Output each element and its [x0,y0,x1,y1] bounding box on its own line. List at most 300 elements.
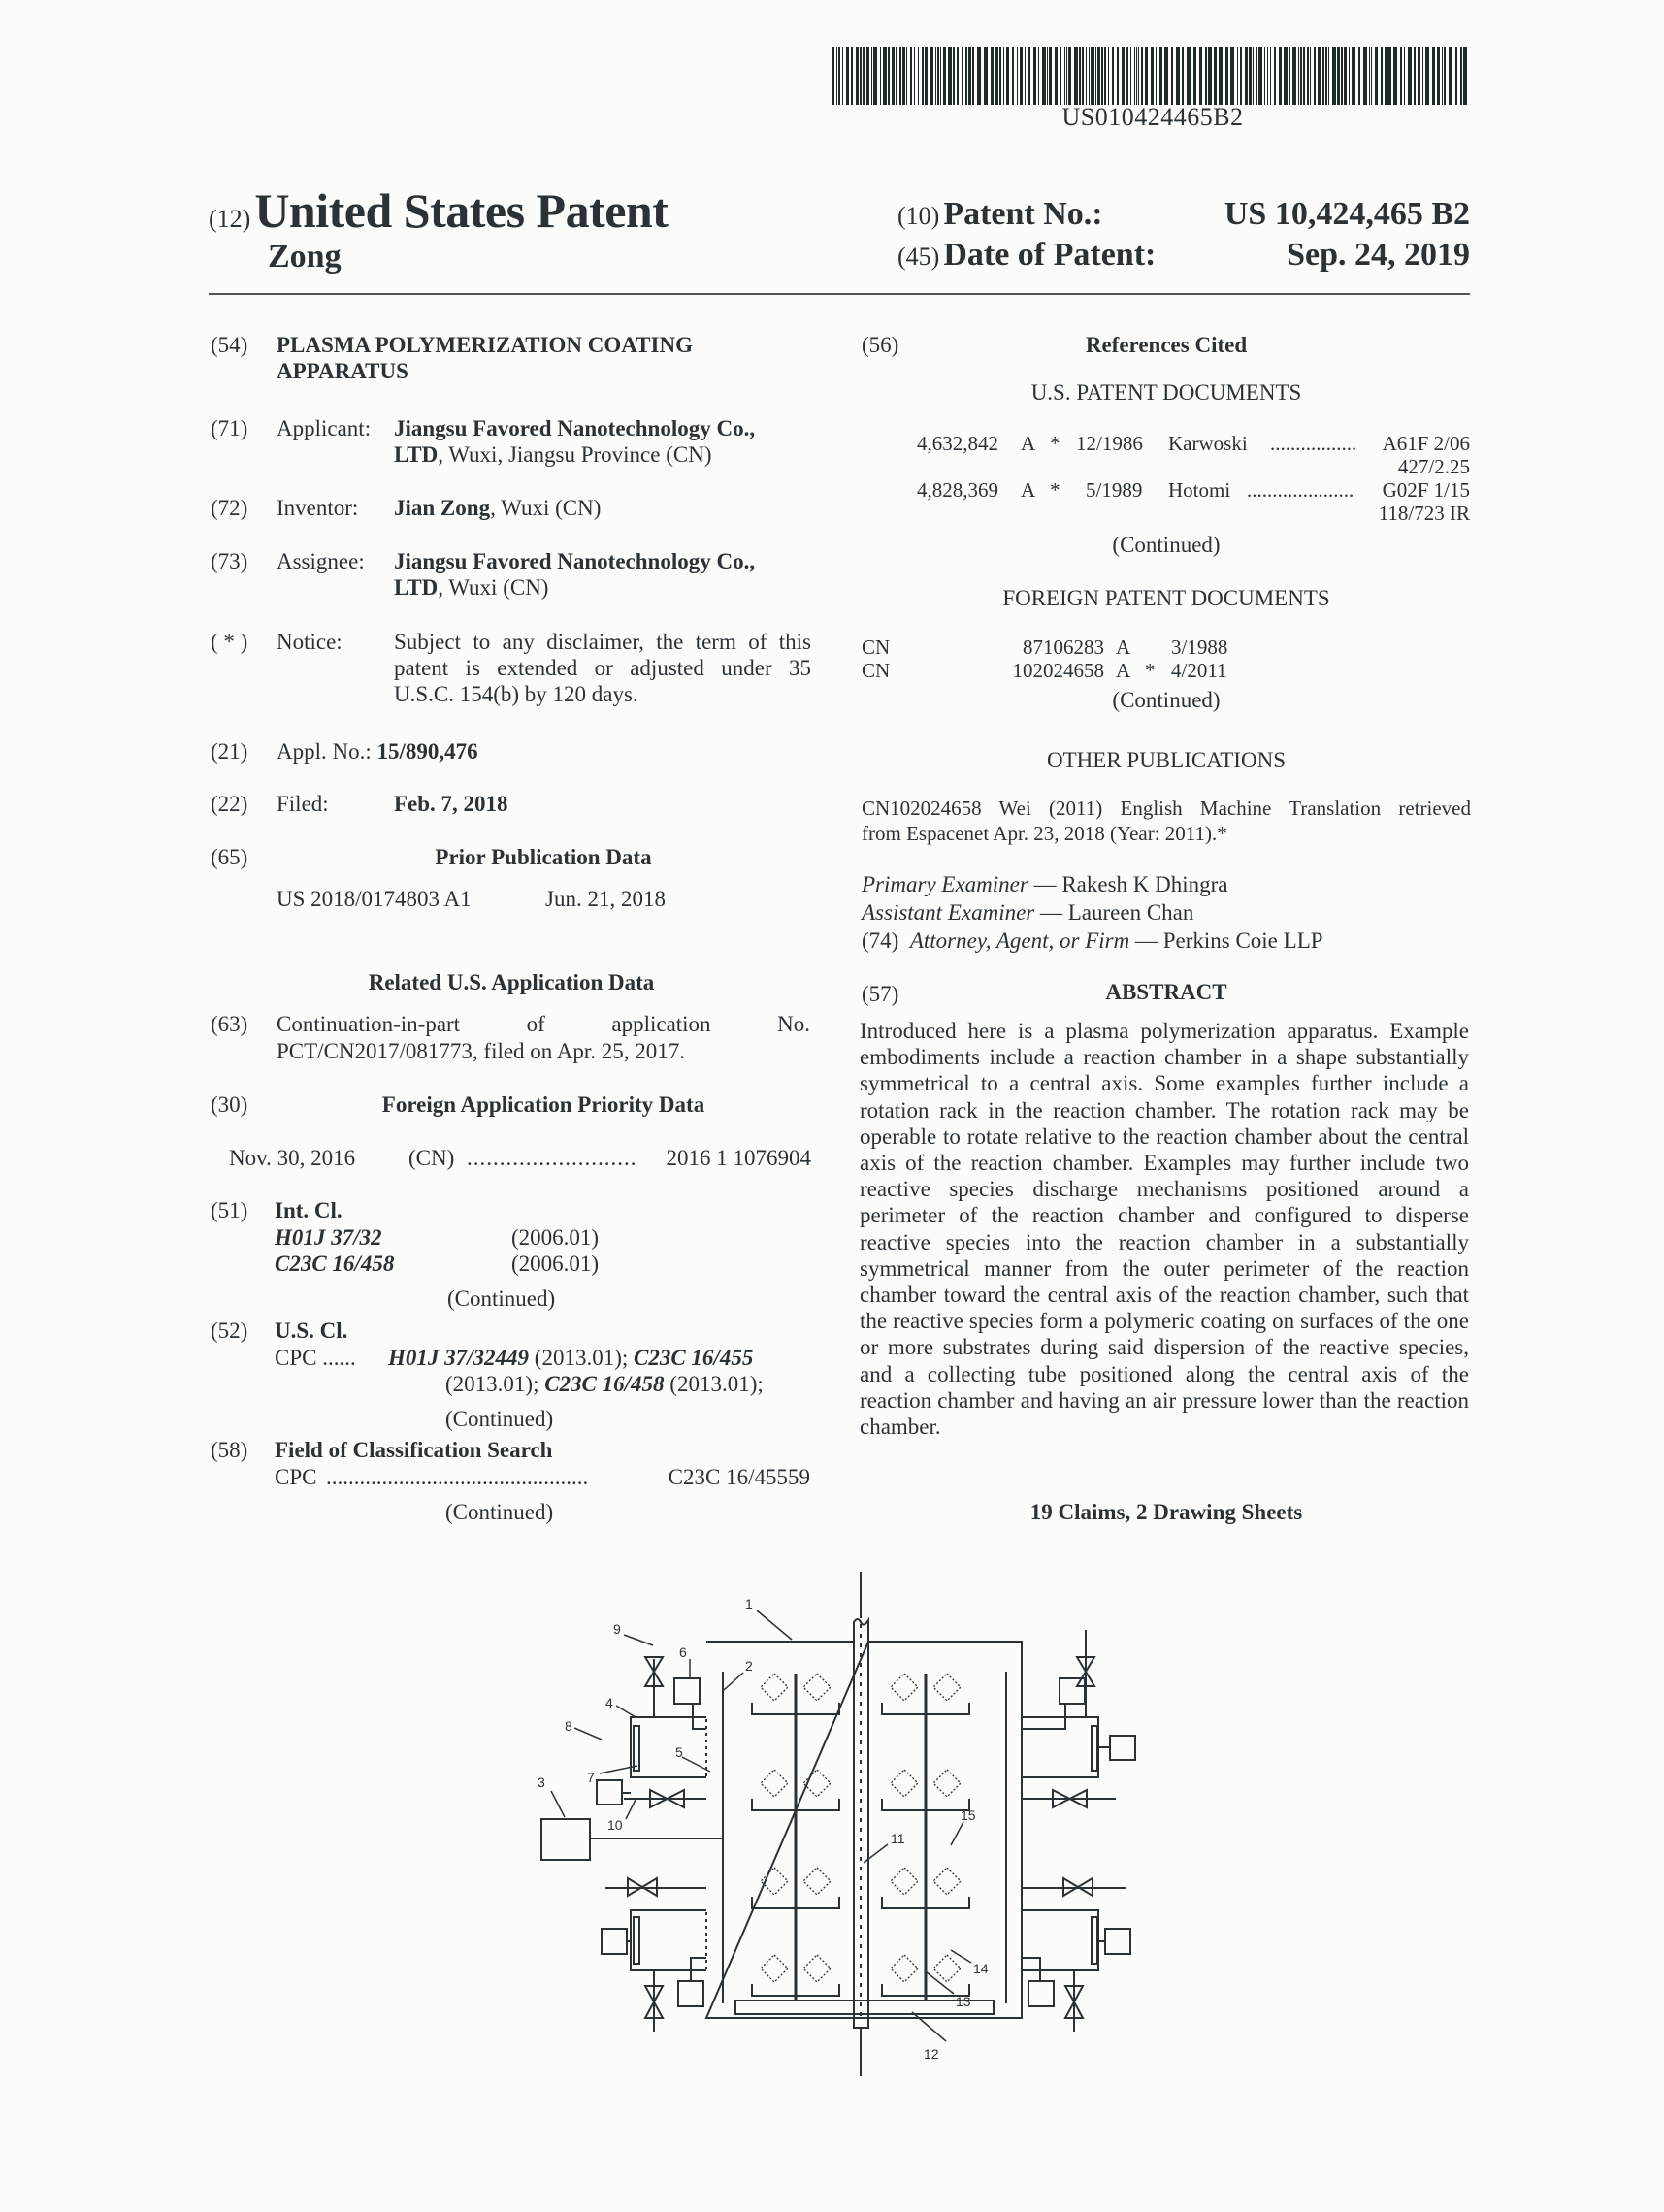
cpc-version: (2013.01); [534,1346,629,1370]
barcode-bar [892,47,895,105]
barcode-bar [1298,47,1299,105]
barcode-bar [1258,47,1262,105]
patent-no-code: (10) [897,202,940,230]
barcode-bar [1086,47,1087,105]
field-code: (63) [211,1012,248,1036]
barcode-bar [1393,47,1397,105]
barcode-bar [937,47,939,105]
barcode-bar [940,47,941,105]
barcode-bar [883,47,887,105]
barcode-bar [1381,47,1383,105]
claims-summary: 19 Claims, 2 Drawing Sheets [1029,1500,1303,1524]
ref-label-15: 15 [961,1807,976,1823]
barcode-bar [896,47,897,105]
barcode-bar [1444,47,1446,105]
filed-label: Filed: [277,792,329,816]
field-code: (72) [211,496,248,520]
applicant-location: , Wuxi, Jiangsu Province (CN) [438,442,712,467]
barcode-bar [1432,47,1435,105]
us-doc-row [917,478,1470,525]
date-code: (45) [897,243,940,271]
int-cl-entry [275,1251,394,1277]
ref-label-13: 13 [956,1994,971,2009]
assignee-label: Assignee: [277,549,365,573]
date-label: Date of Patent: [943,237,1157,273]
ref-label-3: 3 [538,1774,545,1790]
barcode-bar [871,47,872,105]
barcode-bar [1199,47,1202,105]
barcode-bar [1060,47,1061,105]
barcode-bar [1352,47,1355,105]
barcode-bar [1332,47,1336,105]
field-search-row [275,1464,810,1490]
int-cl-version: (2006.01) [511,1225,600,1250]
substrate [891,1868,918,1895]
barcode-bar [1104,47,1106,105]
barcode-bar [1337,47,1340,105]
barcode-bar [1145,47,1148,105]
barcode-bar [866,47,869,105]
ref-label-6: 6 [679,1644,687,1660]
barcode-bar [918,47,919,105]
barcode-number: US010424465B2 [1061,103,1244,131]
barcode-bar [846,47,849,105]
barcode-bar [1264,47,1265,105]
foreign-docs-heading: FOREIGN PATENT DOCUMENTS [1002,586,1330,610]
barcode-bar [1028,47,1030,105]
barcode-bar [1006,47,1009,105]
barcode-bar [1310,47,1311,105]
related-line2: PCT/CN2017/081773, filed on Apr. 25, 2017. [277,1039,686,1063]
barcode-bar [995,47,998,105]
doc-class: G02F 1/15 [1382,478,1470,502]
ref-label-2: 2 [745,1658,753,1674]
barcode-bar [1208,47,1212,105]
discharge-left-bottom [602,1878,706,2032]
ref-label-12: 12 [924,2046,939,2062]
barcode-bar [836,47,837,105]
barcode-bar [1303,47,1305,105]
leader-dots: .......................... [467,1146,637,1170]
barcode-bar [1049,47,1052,105]
references-heading: References Cited [1085,333,1248,357]
barcode-bar [1136,47,1137,105]
barcode-bar [1138,47,1139,105]
barcode-bar [1284,47,1288,105]
barcode-bar [1159,47,1162,105]
barcode-bar [1176,47,1180,105]
barcode-bar [899,47,901,105]
barcode-bar [1270,47,1271,105]
leader-dots: ............................................... [326,1465,589,1489]
applicant-label: Applicant: [277,416,372,440]
abstract-heading: ABSTRACT [1105,980,1227,1004]
barcode-bar [922,47,924,105]
barcode-bar [1249,47,1252,105]
barcode-bar [842,47,843,105]
doc-star: * [1050,432,1060,455]
kind-code: (12) [209,205,251,233]
barcode-bar [1091,47,1094,105]
field-code: (57) [862,982,899,1006]
applicant-name: Jiangsu Favored Nanotechnology Co., [394,416,756,440]
barcode-bar [1322,47,1324,105]
barcode-bar [1318,47,1321,105]
related-word: application [611,1012,711,1036]
barcode-bar [943,47,946,105]
doc-class2: 427/2.25 [1397,455,1470,478]
barcode-bar [1101,47,1103,105]
substrate [891,1674,918,1701]
doc-number: 102024658 [1012,659,1104,682]
prior-pub-number: US 2018/0174803 A1 [277,887,472,911]
primary-examiner [862,871,1228,897]
doc-date: 5/1989 [1086,478,1143,502]
substrate [891,1770,918,1797]
barcode-bar [838,47,840,105]
notice-text [394,629,811,707]
barcode-bar [1193,47,1196,105]
barcode-bar [1171,47,1173,105]
barcode-bar [1012,47,1014,105]
barcode-bar [930,47,933,105]
us-cl-line1 [275,1345,810,1371]
barcode-bar [1279,47,1282,105]
field-code: (74) [862,928,899,953]
barcode-bar [1038,47,1039,105]
foreign-priority-row [229,1145,811,1171]
ref-label-11: 11 [891,1831,905,1846]
barcode-bar [1256,47,1257,105]
leader-dots: ..................... [1247,478,1354,502]
patent-drawing [524,1562,1145,2086]
barcode-bar [1314,47,1316,105]
int-cl-code: C23C 16/458 [275,1252,395,1276]
doc-date: 12/1986 [1076,432,1143,455]
foreign-doc-row [862,635,1471,659]
field-code: (56) [862,333,899,357]
barcode-bar [856,47,859,105]
barcode-bar [1274,47,1276,105]
barcode-bar [1230,47,1234,105]
barcode-bar [902,47,905,105]
barcode-bar [1064,47,1065,105]
barcode-bar [1108,47,1109,105]
inventor-value [394,495,601,521]
doc-kind: A [1021,432,1036,455]
barcode-bar [968,47,971,105]
related-word: Continuation-in-part [277,1012,461,1036]
substrate [761,1674,788,1701]
patent-number-row [897,196,1470,233]
abstract-text: Introduced here is a plasma polymerization apparatus. Example embodiments include a reaction chamber in a shape substantially symmetrical to a central axis. Some examples further include a rotation rack in the reaction chamber. The rotation rack may be operable to rotate relative to the reaction chamber about the central axis of the reaction chamber. Examples may further include two reactive species discharge mechanisms positioned around a perimeter of the reaction chamber and configured to disperse reactive species into the reaction chamber in a substantially symmetrical manner from the outer perimeter of the reaction chamber toward the central axis of the reaction chamber, such that the reactive species form a polymeric coating on surfaces of the one or more substrates during said dispersion of the reactive species, and a collecting tube positioned along the central axis of the reaction chamber and having an air pressure lower than the reaction chamber. [860,1019,1469,1440]
barcode-bar [1225,47,1228,105]
applicant-value [394,415,755,468]
barcode-bar [1017,47,1018,105]
discharge-right-bottom [1022,1878,1130,2032]
field-code: (30) [211,1092,248,1117]
prior-pub-heading: Prior Publication Data [435,845,652,869]
barcode-bar [1020,47,1023,105]
appl-label: Appl. No.: [277,739,372,764]
barcode-bar [1112,47,1114,105]
patent-date-row [897,237,1470,274]
ref-label-14: 14 [973,1961,989,1976]
doc-kind: A [1021,478,1036,502]
ref-label-8: 8 [565,1718,572,1734]
substrate [803,1955,831,1982]
barcode-bar [1187,47,1191,105]
assistant-examiner-label: Assistant Examiner [862,900,1035,925]
barcode-bar [925,47,928,105]
doc-star: * [1145,659,1156,682]
int-cl-code: H01J 37/32 [275,1225,382,1250]
inventor-name: Jian Zong [394,496,491,520]
barcode-bar [1068,47,1071,105]
barcode-bar [1267,47,1268,105]
cpc-code: C23C 16/458 [544,1372,665,1396]
ref-label-1: 1 [745,1596,753,1611]
applicant-name-suffix: LTD [394,442,439,467]
discharge-right-top [1022,1630,1135,1807]
barcode-bar [1449,47,1452,105]
barcode-bar [1182,47,1184,105]
barcode-bar [851,47,853,105]
assignee-value [394,548,755,601]
barcode-bar [1151,47,1154,105]
field-code: (51) [211,1198,248,1222]
notice-line: U.S.C. 154(b) by 120 days. [394,682,638,706]
barcode-bar [1328,47,1329,105]
inventor-short: Zong [268,239,342,275]
attorney-label: Attorney, Agent, or Firm [909,928,1130,953]
barcode-bar [991,47,994,105]
ref-label-7: 7 [587,1770,595,1785]
barcode-bar [1074,47,1078,105]
barcode-bar [832,47,834,105]
continued-note: (Continued) [1112,533,1221,557]
barcode-bar [1205,47,1207,105]
notice-line: Subject to any disclaimer, the term of this [394,630,811,654]
barcode-bar [1363,47,1367,105]
barcode-bar [1240,47,1242,105]
barcode-bar [965,47,967,105]
cpc-label: CPC [275,1465,317,1489]
doc-country: CN [862,659,891,682]
barcode-bar [1095,47,1096,105]
leader-dots: ...... [322,1346,356,1370]
doc-date: 4/2011 [1171,659,1227,682]
discharge-left-top [597,1657,706,1807]
barcode-bar [1300,47,1302,105]
doc-name: Karwoski [1168,432,1248,455]
barcode-bar [1134,47,1135,105]
barcode-bar [1460,47,1462,105]
cpc-code: C23C 16/455 [634,1346,754,1370]
barcode-bar [1097,47,1100,105]
notice-label: Notice: [277,630,343,654]
barcode-bar [1369,47,1370,105]
patent-date: Sep. 24, 2019 [1287,237,1470,273]
ref-label-10: 10 [607,1817,623,1833]
substrate [803,1868,831,1895]
barcode-bar [1237,47,1238,105]
barcode-bar [1325,47,1327,105]
doc-class2: 118/723 IR [1378,502,1470,525]
barcode-bar [1245,47,1248,105]
barcode-bar [948,47,952,105]
doc-number: 4,828,369 [917,478,998,502]
foreign-doc-row [862,659,1471,682]
field-code: ( * ) [211,630,248,654]
int-cl-entry [275,1224,382,1251]
cpc-label: CPC [275,1346,317,1370]
barcode-icon [832,47,1473,105]
barcode-bar [1387,47,1391,105]
power-supply [541,1819,723,1860]
barcode-bar [999,47,1001,105]
barcode-bar [1307,47,1309,105]
notice-line: patent is extended or adjusted under 35 [394,656,811,680]
doc-number: 87106283 [1023,635,1104,659]
barcode-bar [935,47,936,105]
priority-country: (CN) [408,1146,455,1170]
other-pubs-heading: OTHER PUBLICATIONS [1047,748,1286,772]
us-doc-row [917,432,1470,478]
doc-kind: A [1116,659,1131,682]
substrate [933,1674,961,1701]
barcode-bar [1025,47,1026,105]
invention-title [277,332,693,384]
int-cl-version: (2006.01) [511,1252,600,1276]
barcode-bar [1349,47,1350,105]
barcode-bar [1437,47,1440,105]
ref-label-4: 4 [605,1695,613,1710]
foreign-priority-heading: Foreign Application Priority Data [381,1092,705,1117]
barcode-bar [880,47,881,105]
doc-country: CN [862,635,891,659]
barcode-bar [953,47,955,105]
barcode-bar [972,47,974,105]
barcode-bar [1130,47,1131,105]
related-line1 [277,1011,810,1037]
inventor-location: , Wuxi (CN) [490,496,602,520]
barcode-bar [910,47,912,105]
barcode-bar [1463,47,1467,105]
barcode-bar [1164,47,1168,105]
filed-date: Feb. 7, 2018 [394,792,508,816]
appl-number: 15/890,476 [376,739,478,764]
barcode-bar [1414,47,1416,105]
barcode-bar [1292,47,1296,105]
barcode-bar [888,47,890,105]
barcode-bar [1442,47,1443,105]
barcode-bar [1375,47,1378,105]
field-code: (73) [211,549,248,573]
barcode-bar [1289,47,1290,105]
doc-number: 4,632,842 [917,432,998,455]
barcode-bar [957,47,959,105]
related-word: of [526,1012,545,1036]
cpc-version: (2013.01); [669,1372,764,1396]
priority-date: Nov. 30, 2016 [229,1146,356,1170]
barcode-bar [1003,47,1004,105]
barcode-bar [873,47,877,105]
barcode-bar [1082,47,1084,105]
related-heading: Related U.S. Application Data [368,970,655,994]
header-divider [209,293,1470,295]
continued-note: (Continued) [1112,688,1221,712]
other-pubs-text [862,796,1471,846]
us-docs-heading: U.S. PATENT DOCUMENTS [1030,380,1302,405]
attorney-name: — Perkins Coie LLP [1134,928,1323,953]
document-title: United States Patent [254,183,669,238]
substrate [933,1868,961,1895]
assignee-name-suffix: LTD [394,575,439,600]
barcode-bar [1126,47,1128,105]
attorney [862,927,1323,954]
barcode-bar [1371,47,1372,105]
continued-note: (Continued) [445,1500,554,1524]
doc-class: A61F 2/06 [1382,432,1470,455]
barcode-bar [1089,47,1090,105]
barcode-bar [1385,47,1387,105]
appl-row [277,738,478,764]
substrate [761,1770,788,1797]
barcode-bar [1156,47,1157,105]
document-type [209,182,668,239]
primary-examiner-label: Primary Examiner [862,872,1028,896]
barcode-bar [1055,47,1058,105]
barcode-bar [1358,47,1360,105]
field-code: (58) [211,1438,248,1462]
barcode-bar [1214,47,1217,105]
title-line: PLASMA POLYMERIZATION COATING [277,333,693,357]
field-code: (71) [211,416,248,440]
related-word: No. [777,1012,810,1036]
field-code: (22) [211,792,248,816]
field-code: (54) [211,333,248,357]
barcode-bar [977,47,981,105]
field-code: (52) [211,1318,248,1343]
doc-star: * [1050,478,1060,502]
us-cl-heading: U.S. Cl. [275,1318,348,1343]
barcode-bar [984,47,988,105]
continued-note: (Continued) [445,1407,554,1431]
continued-note: (Continued) [447,1286,556,1311]
other-pubs-line: CN102024658 Wei (2011) English Machine Translation retrieved [862,797,1471,820]
patent-number: US 10,424,465 B2 [1224,196,1470,232]
barcode-bar [1042,47,1046,105]
us-cl-line2 [445,1371,764,1397]
barcode-bar [1219,47,1223,105]
ref-label-5: 5 [675,1744,683,1760]
priority-number: 2016 1 1076904 [666,1146,811,1170]
barcode-bar [906,47,907,105]
field-code: (21) [211,739,248,764]
int-cl-heading: Int. Cl. [275,1198,343,1222]
prior-pub-date: Jun. 21, 2018 [545,887,666,911]
barcode-bar [1425,47,1429,105]
assignee-location: , Wuxi (CN) [438,575,549,600]
substrate [891,1955,918,1982]
barcode-bar [1455,47,1457,105]
substrate [933,1955,961,1982]
other-pubs-line: from Espacenet Apr. 23, 2018 (Year: 2011).* [862,822,1227,845]
barcode-bar [863,47,865,105]
doc-kind: A [1116,635,1131,659]
patent-no-label: Patent No.: [943,196,1103,232]
